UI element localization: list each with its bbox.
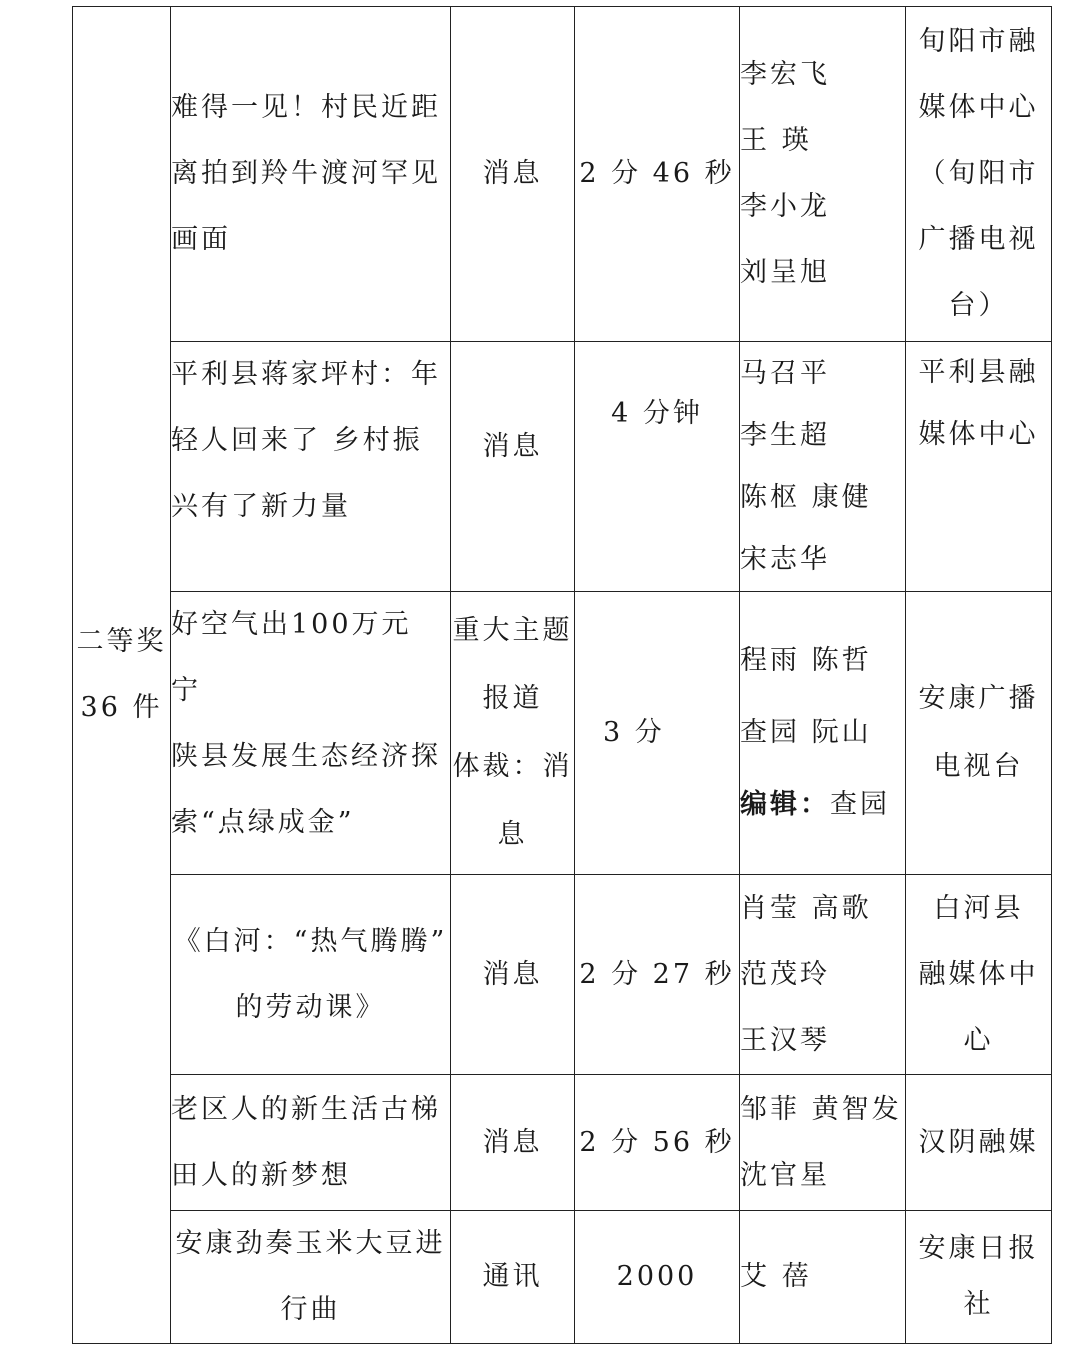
table-row bbox=[73, 592, 1052, 875]
unit-cell bbox=[906, 1211, 1052, 1344]
genre-cell bbox=[451, 592, 575, 875]
length-cell: 2 分 56 秒 bbox=[575, 1075, 740, 1211]
genre-line: 消息 bbox=[482, 431, 543, 462]
author-line: 马召平 bbox=[740, 357, 830, 389]
grade-count: 36 件 bbox=[80, 692, 163, 723]
author-line: 李小龙 bbox=[740, 191, 830, 222]
unit-line: （旬阳市 bbox=[918, 158, 1039, 189]
editor-label: 编辑： bbox=[740, 789, 830, 820]
title-cell bbox=[171, 1075, 451, 1211]
author-line: 肖莹 高歌 bbox=[740, 892, 872, 924]
genre-line: 消息 bbox=[482, 1126, 543, 1158]
title-cell bbox=[171, 875, 451, 1075]
title-line: 索“点绿成金” bbox=[171, 807, 355, 838]
unit-cell bbox=[906, 875, 1052, 1075]
genre-cell bbox=[451, 1075, 575, 1211]
unit-line: 平利县融 bbox=[918, 357, 1039, 388]
title-line: 离拍到羚牛渡河罕见 bbox=[171, 158, 441, 189]
length-cell: 2 分 46 秒 bbox=[575, 7, 740, 342]
author-line: 李宏飞 bbox=[740, 59, 830, 90]
title-line: 难得一见！村民近距 bbox=[171, 92, 441, 123]
unit-cell bbox=[906, 592, 1052, 875]
genre-line: 报道 bbox=[482, 683, 543, 714]
author-line: 查园 阮山 bbox=[740, 717, 872, 748]
title-line: 的劳动课》 bbox=[235, 991, 386, 1023]
author-line: 沈官星 bbox=[740, 1159, 830, 1191]
author-line: 范茂玲 bbox=[740, 958, 830, 990]
author-line: 王汉琴 bbox=[740, 1024, 830, 1056]
unit-line: 融媒体中 bbox=[918, 958, 1039, 990]
unit-cell bbox=[906, 1075, 1052, 1211]
length-cell: 3 分 bbox=[575, 592, 740, 875]
genre-line: 通讯 bbox=[482, 1261, 543, 1292]
authors-cell bbox=[740, 1075, 906, 1211]
unit-line: 社 bbox=[963, 1289, 994, 1320]
unit-line: 媒体中心 bbox=[918, 419, 1039, 450]
genre-cell bbox=[451, 342, 575, 592]
author-line: 宋志华 bbox=[740, 543, 830, 575]
genre-line: 消息 bbox=[482, 958, 543, 990]
unit-line: 旬阳市融 bbox=[918, 26, 1039, 57]
authors-cell bbox=[740, 875, 906, 1075]
title-cell bbox=[171, 7, 451, 342]
title-line: 好空气出100万元 宁 bbox=[171, 609, 412, 706]
author-line: 艾 蓓 bbox=[740, 1261, 812, 1292]
authors-cell bbox=[740, 7, 906, 342]
unit-line: 心 bbox=[963, 1024, 994, 1056]
table-row bbox=[73, 1075, 1052, 1211]
author-line: 刘呈旭 bbox=[740, 257, 830, 288]
authors-cell bbox=[740, 342, 906, 592]
title-line: 平利县蒋家坪村：年 bbox=[171, 359, 441, 390]
genre-cell bbox=[451, 1211, 575, 1344]
length-cell: 4 分钟 bbox=[575, 342, 740, 592]
genre-line: 体裁：消 bbox=[452, 751, 573, 782]
genre-cell bbox=[451, 875, 575, 1075]
editor-name: 查园 bbox=[830, 789, 890, 820]
title-line: 轻人回来了 乡村振 bbox=[171, 425, 423, 456]
unit-line: 媒体中心 bbox=[918, 92, 1039, 123]
title-line: 《白河：“热气腾腾” bbox=[173, 925, 448, 957]
unit-cell bbox=[906, 342, 1052, 592]
unit-line: 电视台 bbox=[933, 751, 1024, 782]
genre-line: 消息 bbox=[482, 158, 543, 189]
author-line: 李生超 bbox=[740, 419, 830, 451]
title-cell bbox=[171, 342, 451, 592]
genre-cell bbox=[451, 7, 575, 342]
unit-line: 安康日报 bbox=[918, 1233, 1039, 1264]
title-line: 行曲 bbox=[280, 1294, 341, 1325]
unit-line: 台） bbox=[948, 290, 1009, 321]
author-line: 邹菲 黄智发 bbox=[740, 1093, 902, 1125]
title-cell bbox=[171, 592, 451, 875]
unit-line: 广播电视 bbox=[918, 224, 1039, 255]
title-line: 老区人的新生活古梯 bbox=[171, 1093, 441, 1125]
title-line: 画面 bbox=[171, 224, 231, 255]
editor-line bbox=[740, 769, 905, 841]
unit-line: 汉阴融媒 bbox=[918, 1126, 1039, 1158]
length-cell: 2000 bbox=[575, 1211, 740, 1344]
title-line: 陕县发展生态经济探 bbox=[171, 741, 441, 772]
table-row bbox=[73, 342, 1052, 592]
title-cell bbox=[171, 1211, 451, 1344]
table-row bbox=[73, 7, 1052, 342]
unit-line: 白河县 bbox=[933, 892, 1024, 924]
genre-line: 息 bbox=[497, 819, 528, 850]
authors-cell bbox=[740, 592, 906, 875]
table-row bbox=[73, 875, 1052, 1075]
grade-cell bbox=[73, 7, 171, 1344]
table-row bbox=[73, 1211, 1052, 1344]
title-line: 田人的新梦想 bbox=[171, 1159, 351, 1191]
awards-table bbox=[72, 6, 1052, 1344]
title-line: 安康劲奏玉米大豆进 bbox=[175, 1228, 446, 1259]
grade-label: 二等奖 bbox=[76, 626, 167, 657]
genre-line: 重大主题 bbox=[452, 615, 573, 646]
length-cell: 2 分 27 秒 bbox=[575, 875, 740, 1075]
author-line: 王 瑛 bbox=[740, 125, 812, 156]
authors-cell bbox=[740, 1211, 906, 1344]
title-line: 兴有了新力量 bbox=[171, 491, 351, 522]
unit-cell bbox=[906, 7, 1052, 342]
author-line: 陈枢 康健 bbox=[740, 481, 872, 513]
unit-line: 安康广播 bbox=[918, 683, 1039, 714]
author-line: 程雨 陈哲 bbox=[740, 645, 872, 676]
